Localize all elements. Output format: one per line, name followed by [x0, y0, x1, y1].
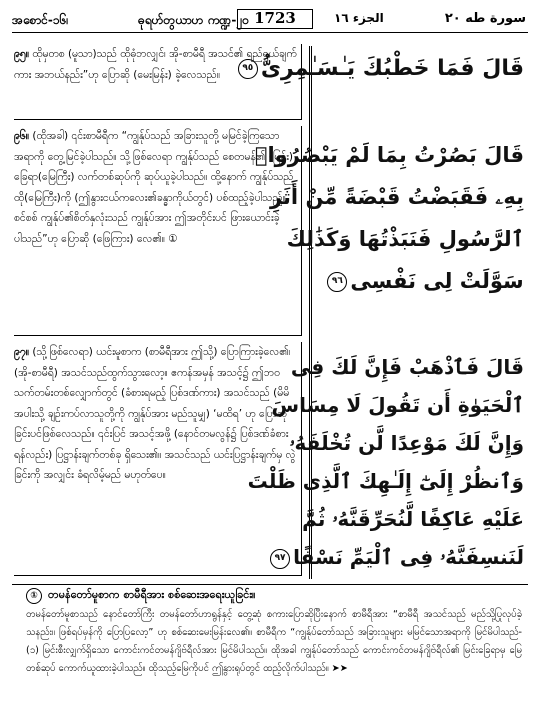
section-title: ဓုရဟ်တွယာဟ ကဏ္ဍ-၂၀: [138, 13, 250, 27]
translation-text: (ထိုအခါ) ၎င်းစာမီရီက “ကျွန်ုပ်သည် အခြားသူတို့ မမြင်ခဲ့ကြသောအရာကို တွေ့မြင်ခဲ့ပါသည်။ သို့ဖြစ်လေရာ ကျွန်ုပ်သည် စေတမန်၏ (မြင်း) ခြေရာ(မြေကြီး) လက်တစ်ဆုပ်ကို ဆုပ်ယူခဲ့ပါသည်။ ထို့နောက် ကျွန်ုပ်သည် ထို(မြေကြီး)ကို (ဤနွားငယ်ကလေး၏ခန္ဓာကိုယ်တွင်) ပစ်ထည့်ခဲ့ပါသည်။ စင်စစ် ကျွန်ုပ်၏စိတ်နှလုံးသည် ကျွန်ုပ်အား ဤအတိုင်းပင် ဖြားယောင်းခဲ့ပါသည်”ဟု ပြောဆို (ဖြေကြား) လေ၏။ ①: [14, 130, 294, 245]
arabic-line: قَالَ فَمَا خَطْبُكَ يَـٰسَـٰمِرِىُّ: [260, 56, 524, 81]
page-number: 1723: [237, 9, 313, 29]
ayah-number-icon: ٩٧: [270, 549, 290, 569]
arabic-line: لَنَنسِفَنَّهُۥ فِى ٱلْيَمِّ نَسْفًا: [293, 545, 524, 569]
arabic-line: وَٱنظُرْ إِلَىٰٓ إِلَـٰهِكَ ٱلَّذِى ظَلْتَ: [247, 469, 524, 493]
arabic-95: [242, 52, 524, 86]
arabic-96: [254, 134, 524, 302]
translation-97: [14, 342, 302, 576]
arabic-line: وَإِنَّ لَكَ مَوْعِدًا لَّن تُخْلَفَهُۥ: [289, 431, 524, 455]
surah-label: سورة طه ٢٠: [444, 11, 526, 26]
footnote-heading: တမန်တော်မူစာက စာမီရီအား စစ်ဆေးအရေးယူခြင်း။: [48, 588, 256, 601]
juz-label: الجزء ١٦: [334, 11, 384, 25]
volume-label: အစောင်-၁၆၊: [12, 13, 69, 27]
arabic-line: قَالَ بَصُرْتُ بِمَا لَمْ يَبْصُرُوا۟: [254, 143, 524, 167]
verse-number: ၉၆။: [14, 130, 29, 142]
arabic-line: قَالَ فَٱذْهَبْ فَإِنَّ لَكَ فِى: [290, 355, 524, 379]
arabic-97: [247, 348, 524, 576]
arabic-line: سَوَّلَتْ لِى نَفْسِى: [350, 269, 524, 293]
footnote-divider: [12, 584, 528, 585]
footnote-body: တမန်တော်မူစာသည် နောင်တော်ကြီး တမန်တော်ဟာရွန်နှင့် တွေ့ဆုံ စကားပြောဆိုပြီးနောက် စာမီရီအား “စာမီရီ အသင်သည် မည်သို့ပြုလုပ်ခဲ့သနည်း။ ဖြစ်ရပ်မှန်ကို ပြောပြလော့” ဟု စစ်ဆေးမေးမြန်းလေ၏။ စာမီရီက “ကျွန်ုပ်တော်သည် အခြားသူများ မမြင်သောအရာကို မြင်မိပါသည်- (၁) မြင်းစီးလျှက်ရှိသော ကောင်းကင်တမန်ဂျိဗ်ရီလ်အား မြင်မိပါသည်။ ထိုအခါ ကျွန်ုပ်တော်သည် ကောင်းကင်တမန်ဂျိဗ်ရီလ်၏ မြင်းခြေရာမှ မြေတစ်ဆုပ် ကောက်ယူထားခဲ့ပါသည်။ ထိုသည့်မြေကိုပင် ဤနွားရုပ်တွင် ထည့်လိုက်ပါသည်။ ➤➤: [26, 609, 522, 674]
translation-text: (သို့ဖြစ်လေရာ) ယင်းမူစာက (စာမီရီအား ဤသို့) ပြောကြားခဲ့လေ၏၊ (အို-စာမီရီ) အသင်သည်ထွက်သွားလော့။ ဧကန်အမှန် အသင့်၌ ဤဘဝသက်တမ်းတစ်လျှောက်တွင် (ခံစားရမည့် ပြစ်ဒဏ်ကား) အသင်သည် (မိမိအပါးသို့ ချဉ်းကပ်လာသူတို့ကို ကျွန်ုပ်အား မည်သူမျှ) ‘မထိရ’ ဟု ပြောဆိုခြင်းပင်ဖြစ်လေသည်။ ၎င်းပြင် အသင့်အဖို့ (နောင်တမလွန်၌ ပြစ်ဒဏ်ခံစားရန်လည်း) ပြဋ္ဌာန်းချက်တစ်ခု ရှိသေး၏။ အသင်သည် ယင်းပြဋ္ဌာန်းချက်မှ လွဲခြင်းကို အလျှင်း ခံရလိမ့်မည် မဟုတ်ပေ။: [14, 346, 296, 481]
footnote-marker: ①: [26, 588, 42, 604]
ayah-number-icon: ٩٦: [327, 272, 347, 292]
page-header: [12, 8, 528, 32]
verse-number: ၉၇။: [14, 346, 29, 358]
footnote-title: [26, 588, 256, 604]
verse-number: ၉၅။: [14, 48, 29, 60]
translation-text: ထိုမှတစ (မူသာ)သည် ထိုဓုံဘလျှင်၊ အို-စာမီရီ အသင်၏ ရည်ရွယ်ချက်ကား အဘယ်နည်း”ဟု ပြောဆို (မေးမြန်း) ခဲ့လေသည်။: [14, 48, 297, 81]
arabic-line: بِهِۦ فَقَبَضْتُ قَبْضَةً مِّنْ أَثَرِ: [269, 185, 524, 209]
arabic-line: ٱلْحَيَوٰةِ أَن تَقُولَ لَا مِسَاسَ: [271, 393, 524, 417]
header-divider: [12, 32, 528, 33]
ayah-number-icon: ٩٥: [238, 59, 258, 79]
arabic-line: عَلَيْهِ عَاكِفًا لَّنُحَرِّقَنَّهُۥ ثُمَّ: [302, 507, 524, 531]
quran-page: [12, 8, 528, 704]
arabic-line: ٱلرَّسُولِ فَنَبَذْتُهَا وَكَذَٰلِكَ: [286, 227, 524, 251]
